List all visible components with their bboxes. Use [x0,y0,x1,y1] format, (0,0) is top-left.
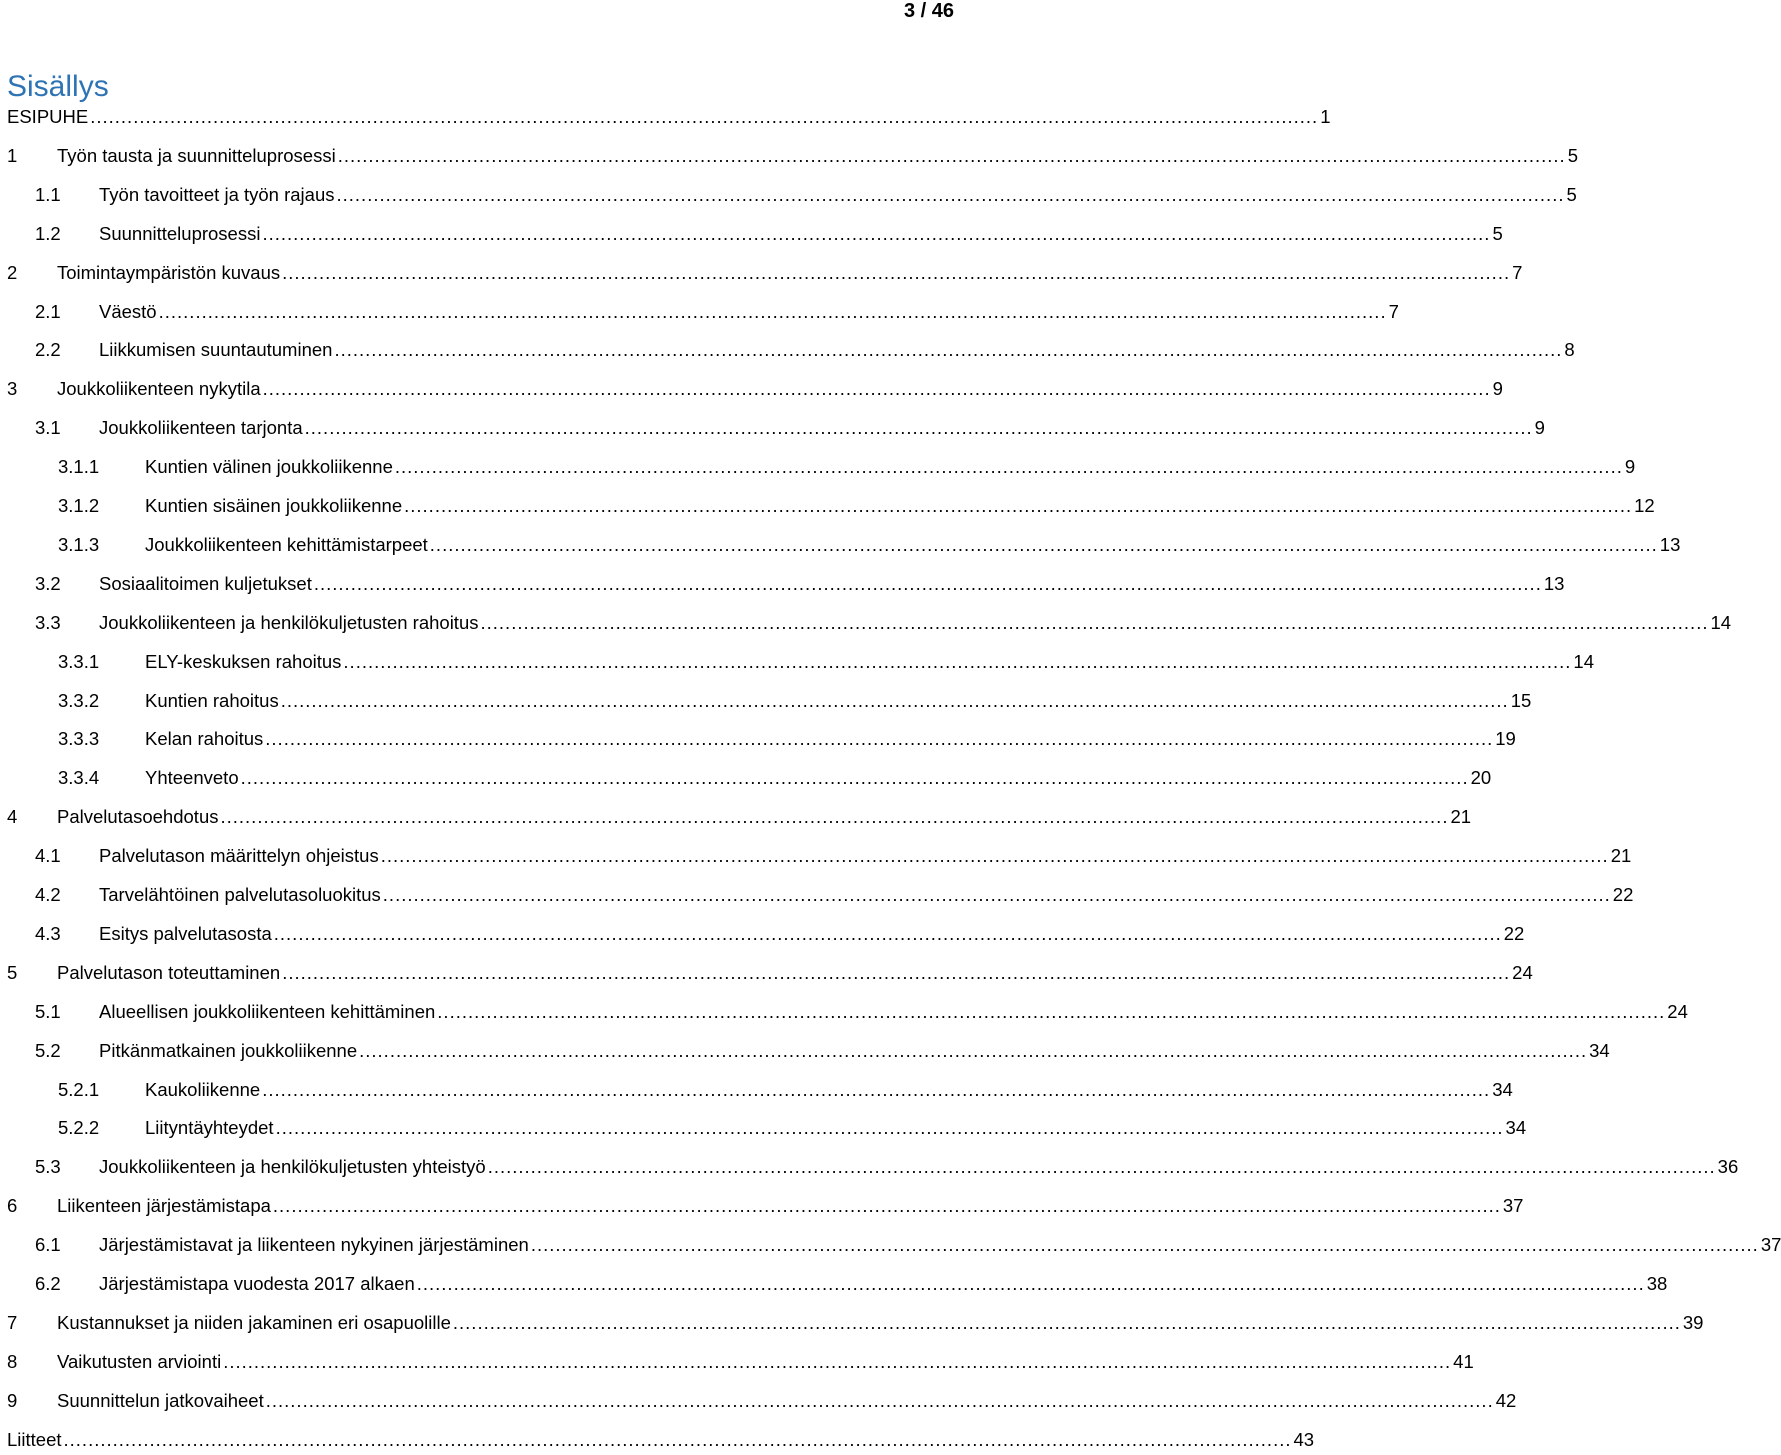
toc-entry[interactable] [0,378,1503,404]
toc-leader-dots: ........................................................................................................................................................................................................ [437,1000,1666,1022]
toc-entry[interactable] [0,1389,1517,1416]
toc-entry-label: Esitys palvelutasosta [99,922,272,944]
toc-leader-dots: ........................................................................................................................................................................................................ [334,339,1563,361]
toc-entry-label: Järjestämistavat ja liikenteen nykyinen järjestäminen [99,1234,529,1256]
toc-leader-dots: ........................................................................................................................................................................................................ [273,922,1502,944]
toc-leader-dots: ........................................................................................................................................................................................................ [262,222,1491,244]
toc-entry-label: Joukkoliikenteen ja henkilökuljetusten yhteistyö [99,1156,486,1178]
toc-entry-page: 9 [1624,456,1636,478]
toc-entry-number: 7 [7,1311,18,1333]
toc-entry[interactable] [0,806,1472,832]
toc-entry-number: 1.2 [35,222,61,244]
toc-entry-page: 24 [1667,1000,1688,1022]
toc-entry[interactable] [0,884,1634,910]
toc-entry-number: 4.1 [35,845,61,867]
toc-entry[interactable] [0,1078,1513,1105]
toc-entry-page: 34 [1492,1078,1513,1100]
toc-entry-page: 34 [1505,1117,1527,1139]
toc-entry-page: 39 [1682,1311,1704,1333]
toc-entry-label: Pitkänmatkainen joukkoliikenne [99,1039,358,1061]
toc-entry[interactable] [0,183,1577,210]
toc-entry[interactable] [0,611,1732,638]
toc-entry-label: Vaikutusten arviointi [57,1350,222,1372]
toc-entry-number: 2.1 [35,300,61,322]
toc-entry[interactable] [0,261,1523,288]
toc-entry-label: Kuntien välinen joukkoliikenne [145,456,393,478]
toc-leader-dots: ........................................................................................................................................................................................................ [265,728,1494,750]
toc-entry-number: 5.2.1 [58,1078,100,1100]
toc-entry-label: ESIPUHE [7,106,89,127]
toc-entry-number: 3.3.1 [58,650,100,672]
toc-entry-number: 3.3.2 [58,689,100,711]
toc-entry-label: Joukkoliikenteen nykytila [57,378,261,400]
toc-entry-number: 4 [7,806,18,828]
toc-entry-number: 4.2 [35,884,61,905]
toc-entry-label: Palvelutason määrittelyn ohjeistus [99,845,379,867]
toc-leader-dots: ........................................................................................................................................................................................................ [262,378,1491,400]
toc-entry-number: 5.2 [35,1039,61,1061]
toc-entry[interactable] [0,222,1503,249]
toc-entry-label: Palvelutason toteuttaminen [57,961,281,983]
toc-entry-number: 3.1.3 [58,533,100,555]
toc-entry[interactable] [0,495,1655,521]
toc-entry-label: Liitteet [7,1428,62,1450]
toc-entry[interactable] [0,1428,1315,1455]
toc-entry-page: 42 [1495,1389,1517,1411]
toc-entry-page: 37 [1502,1195,1524,1217]
toc-leader-dots: ........................................................................................................................................................................................................ [480,611,1709,633]
toc-entry[interactable] [0,1156,1739,1182]
toc-entry-page: 34 [1589,1039,1610,1061]
toc-entry-number: 3.1.1 [58,456,100,478]
toc-entry[interactable] [0,339,1575,365]
toc-entry-number: 5 [7,961,18,983]
toc-entry-page: 8 [1564,339,1575,361]
toc-entry-page: 21 [1450,806,1472,828]
toc-leader-dots: ........................................................................................................................................................................................................ [262,1078,1491,1100]
toc-entry-label: Alueellisen joukkoliikenteen kehittäminen [99,1000,436,1022]
toc-entry[interactable] [0,689,1532,716]
toc-entry-page: 36 [1717,1156,1739,1178]
toc-entry-page: 5 [1566,183,1577,205]
toc-leader-dots: ........................................................................................................................................................................................................ [282,261,1511,283]
toc-entry-number: 3 [7,378,18,400]
toc-entry-page: 5 [1492,222,1503,244]
toc-entry[interactable] [0,106,1331,132]
toc-leader-dots: ........................................................................................................................................................................................................ [343,650,1572,672]
toc-entry[interactable] [0,1273,1668,1299]
toc-entry-label: Joukkoliikenteen ja henkilökuljetusten rahoitus [99,611,479,633]
toc-entry-page: 24 [1512,961,1533,983]
toc-entry-number: 5.3 [35,1156,61,1178]
toc-entry-number: 3.1 [35,417,61,439]
toc-entry-page: 13 [1659,533,1681,555]
toc-entry[interactable] [0,1311,1704,1338]
toc-leader-dots: ........................................................................................................................................................................................................ [265,1389,1494,1411]
toc-entry-label: Suunnittelun jatkovaiheet [57,1389,264,1411]
toc-entry-page: 14 [1573,650,1594,672]
toc-entry-page: 41 [1453,1350,1474,1372]
toc-entry-page: 15 [1510,689,1532,711]
toc-entry-label: Liityntäyhteydet [145,1117,274,1139]
toc-entry[interactable] [0,300,1399,327]
toc-entry-page: 20 [1470,767,1492,789]
toc-leader-dots: ........................................................................................................................................................................................................ [272,1195,1501,1217]
toc-entry-page: 7 [1388,300,1399,322]
toc-entry-label: Kuntien sisäinen joukkoliikenne [145,495,403,516]
toc-entry[interactable] [0,572,1565,599]
toc-entry-number: 1.1 [35,183,61,205]
toc-entry-label: Toimintaympäristön kuvaus [57,261,281,283]
toc-leader-dots: ........................................................................................................................................................................................................ [394,456,1623,478]
toc-entry-number: 3.3 [35,611,61,633]
toc-entry-page: 7 [1512,261,1523,283]
toc-entry[interactable] [0,1039,1610,1066]
toc-entry-page: 43 [1293,1428,1315,1450]
toc-entry-number: 3.2 [35,572,61,594]
toc-leader-dots: ........................................................................................................................................................................................................ [280,689,1509,711]
toc-entry[interactable] [0,456,1636,482]
toc-entry-label: Työn tavoitteet ja työn rajaus [99,183,335,205]
toc-entry-label: Joukkoliikenteen tarjonta [99,417,303,439]
toc-entry-label: Tarvelähtöinen palvelutasoluokitus [99,884,381,905]
toc-leader-dots: ........................................................................................................................................................................................................ [63,1428,1292,1450]
toc-entry-label: Kelan rahoitus [145,728,264,750]
toc-entry-page: 19 [1495,728,1516,750]
toc-entry-page: 13 [1543,572,1565,594]
toc-entry-number: 2 [7,261,18,283]
toc-leader-dots: ........................................................................................................................................................................................................ [404,495,1633,516]
toc-leader-dots: ........................................................................................................................................................................................................ [313,572,1542,594]
toc-entry[interactable] [0,1234,1781,1260]
toc-leader-dots: ........................................................................................................................................................................................................ [220,806,1449,828]
toc-entry[interactable] [0,1117,1527,1143]
toc-entry[interactable] [0,533,1681,560]
toc-leader-dots: ........................................................................................................................................................................................................ [282,961,1511,983]
toc-entry-label: Kuntien rahoitus [145,689,279,711]
toc-entry[interactable] [0,144,1578,171]
toc-entry-number: 4.3 [35,922,61,944]
toc-leader-dots: ........................................................................................................................................................................................................ [337,144,1566,166]
toc-leader-dots: ........................................................................................................................................................................................................ [304,417,1533,439]
toc-leader-dots: ........................................................................................................................................................................................................ [380,845,1609,867]
toc-entry-number: 9 [7,1389,18,1411]
toc-entry-label: Palvelutasoehdotus [57,806,219,828]
toc-entry-page: 22 [1612,884,1634,905]
toc-entry-label: Väestö [99,300,157,322]
toc-entry[interactable] [0,1195,1524,1221]
toc-entry-label: Työn tausta ja suunnitteluprosessi [57,144,336,166]
toc-entry-number: 8 [7,1350,18,1372]
toc-leader-dots: ........................................................................................................................................................................................................ [452,1311,1681,1333]
toc-entry-label: Yhteenveto [145,767,239,789]
toc-entry-label: Kustannukset ja niiden jakaminen eri osapuolille [57,1311,451,1333]
toc-leader-dots: ........................................................................................................................................................................................................ [530,1234,1759,1256]
toc-entry-number: 3.3.4 [58,767,100,789]
toc-entry[interactable] [0,961,1533,988]
toc-entry[interactable] [0,845,1632,871]
toc-entry[interactable] [0,417,1545,443]
toc-entry-number: 6 [7,1195,18,1217]
toc-entry-page: 1 [1320,106,1331,127]
toc-entry-page: 5 [1567,144,1578,166]
toc-entry[interactable] [0,767,1492,793]
toc-leader-dots: ........................................................................................................................................................................................................ [359,1039,1588,1061]
toc-leader-dots: ........................................................................................................................................................................................................ [158,300,1387,322]
toc-entry-page: 38 [1646,1273,1668,1294]
toc-entry-page: 21 [1610,845,1632,867]
toc-entry-label: Suunnitteluprosessi [99,222,261,244]
toc-entry-label: Liikkumisen suuntautuminen [99,339,333,361]
toc-entry-number: 6.1 [35,1234,61,1256]
toc-entry-number: 5.2.2 [58,1117,100,1139]
toc-entry-page: 22 [1503,922,1525,944]
toc-entry-number: 6.2 [35,1273,61,1294]
toc-entry-page: 37 [1760,1234,1781,1256]
toc-leader-dots: ........................................................................................................................................................................................................ [336,183,1565,205]
toc-entry-page: 14 [1710,611,1732,633]
toc-entry-label: Sosiaalitoimen kuljetukset [99,572,312,594]
toc-entry-number: 3.3.3 [58,728,100,750]
page-indicator: 3 / 46 [903,0,954,22]
toc-entry-page: 9 [1492,378,1503,400]
toc-entry[interactable] [0,1000,1688,1027]
toc-entry-page: 12 [1634,495,1655,516]
toc-leader-dots: ........................................................................................................................................................................................................ [275,1117,1504,1139]
toc-entry-label: Järjestämistapa vuodesta 2017 alkaen [99,1273,415,1294]
toc-leader-dots: ........................................................................................................................................................................................................ [382,884,1611,905]
toc-entry-page: 9 [1534,417,1545,439]
toc-entry-label: Liikenteen järjestämistapa [57,1195,271,1217]
toc-leader-dots: ........................................................................................................................................................................................................ [223,1350,1452,1372]
toc-entry[interactable] [0,1350,1474,1377]
toc-entry[interactable] [0,728,1516,754]
toc-entry-label: ELY-keskuksen rahoitus [145,650,342,672]
toc-leader-dots: ........................................................................................................................................................................................................ [90,106,1319,127]
toc-entry-number: 1 [7,144,18,166]
toc-leader-dots: ........................................................................................................................................................................................................ [487,1156,1716,1178]
toc-leader-dots: ........................................................................................................................................................................................................ [429,533,1658,555]
toc-leader-dots: ........................................................................................................................................................................................................ [416,1273,1645,1294]
toc-entry-number: 5.1 [35,1000,61,1022]
toc-entry-number: 2.2 [35,339,61,361]
toc-title: Sisällys [7,70,109,103]
toc-entry-label: Kaukoliikenne [145,1078,261,1100]
toc-entry[interactable] [0,650,1594,677]
toc-entry-number: 3.1.2 [58,495,100,516]
toc-entry[interactable] [0,922,1525,949]
toc-leader-dots: ........................................................................................................................................................................................................ [240,767,1469,789]
toc-entry-label: Joukkoliikenteen kehittämistarpeet [145,533,428,555]
